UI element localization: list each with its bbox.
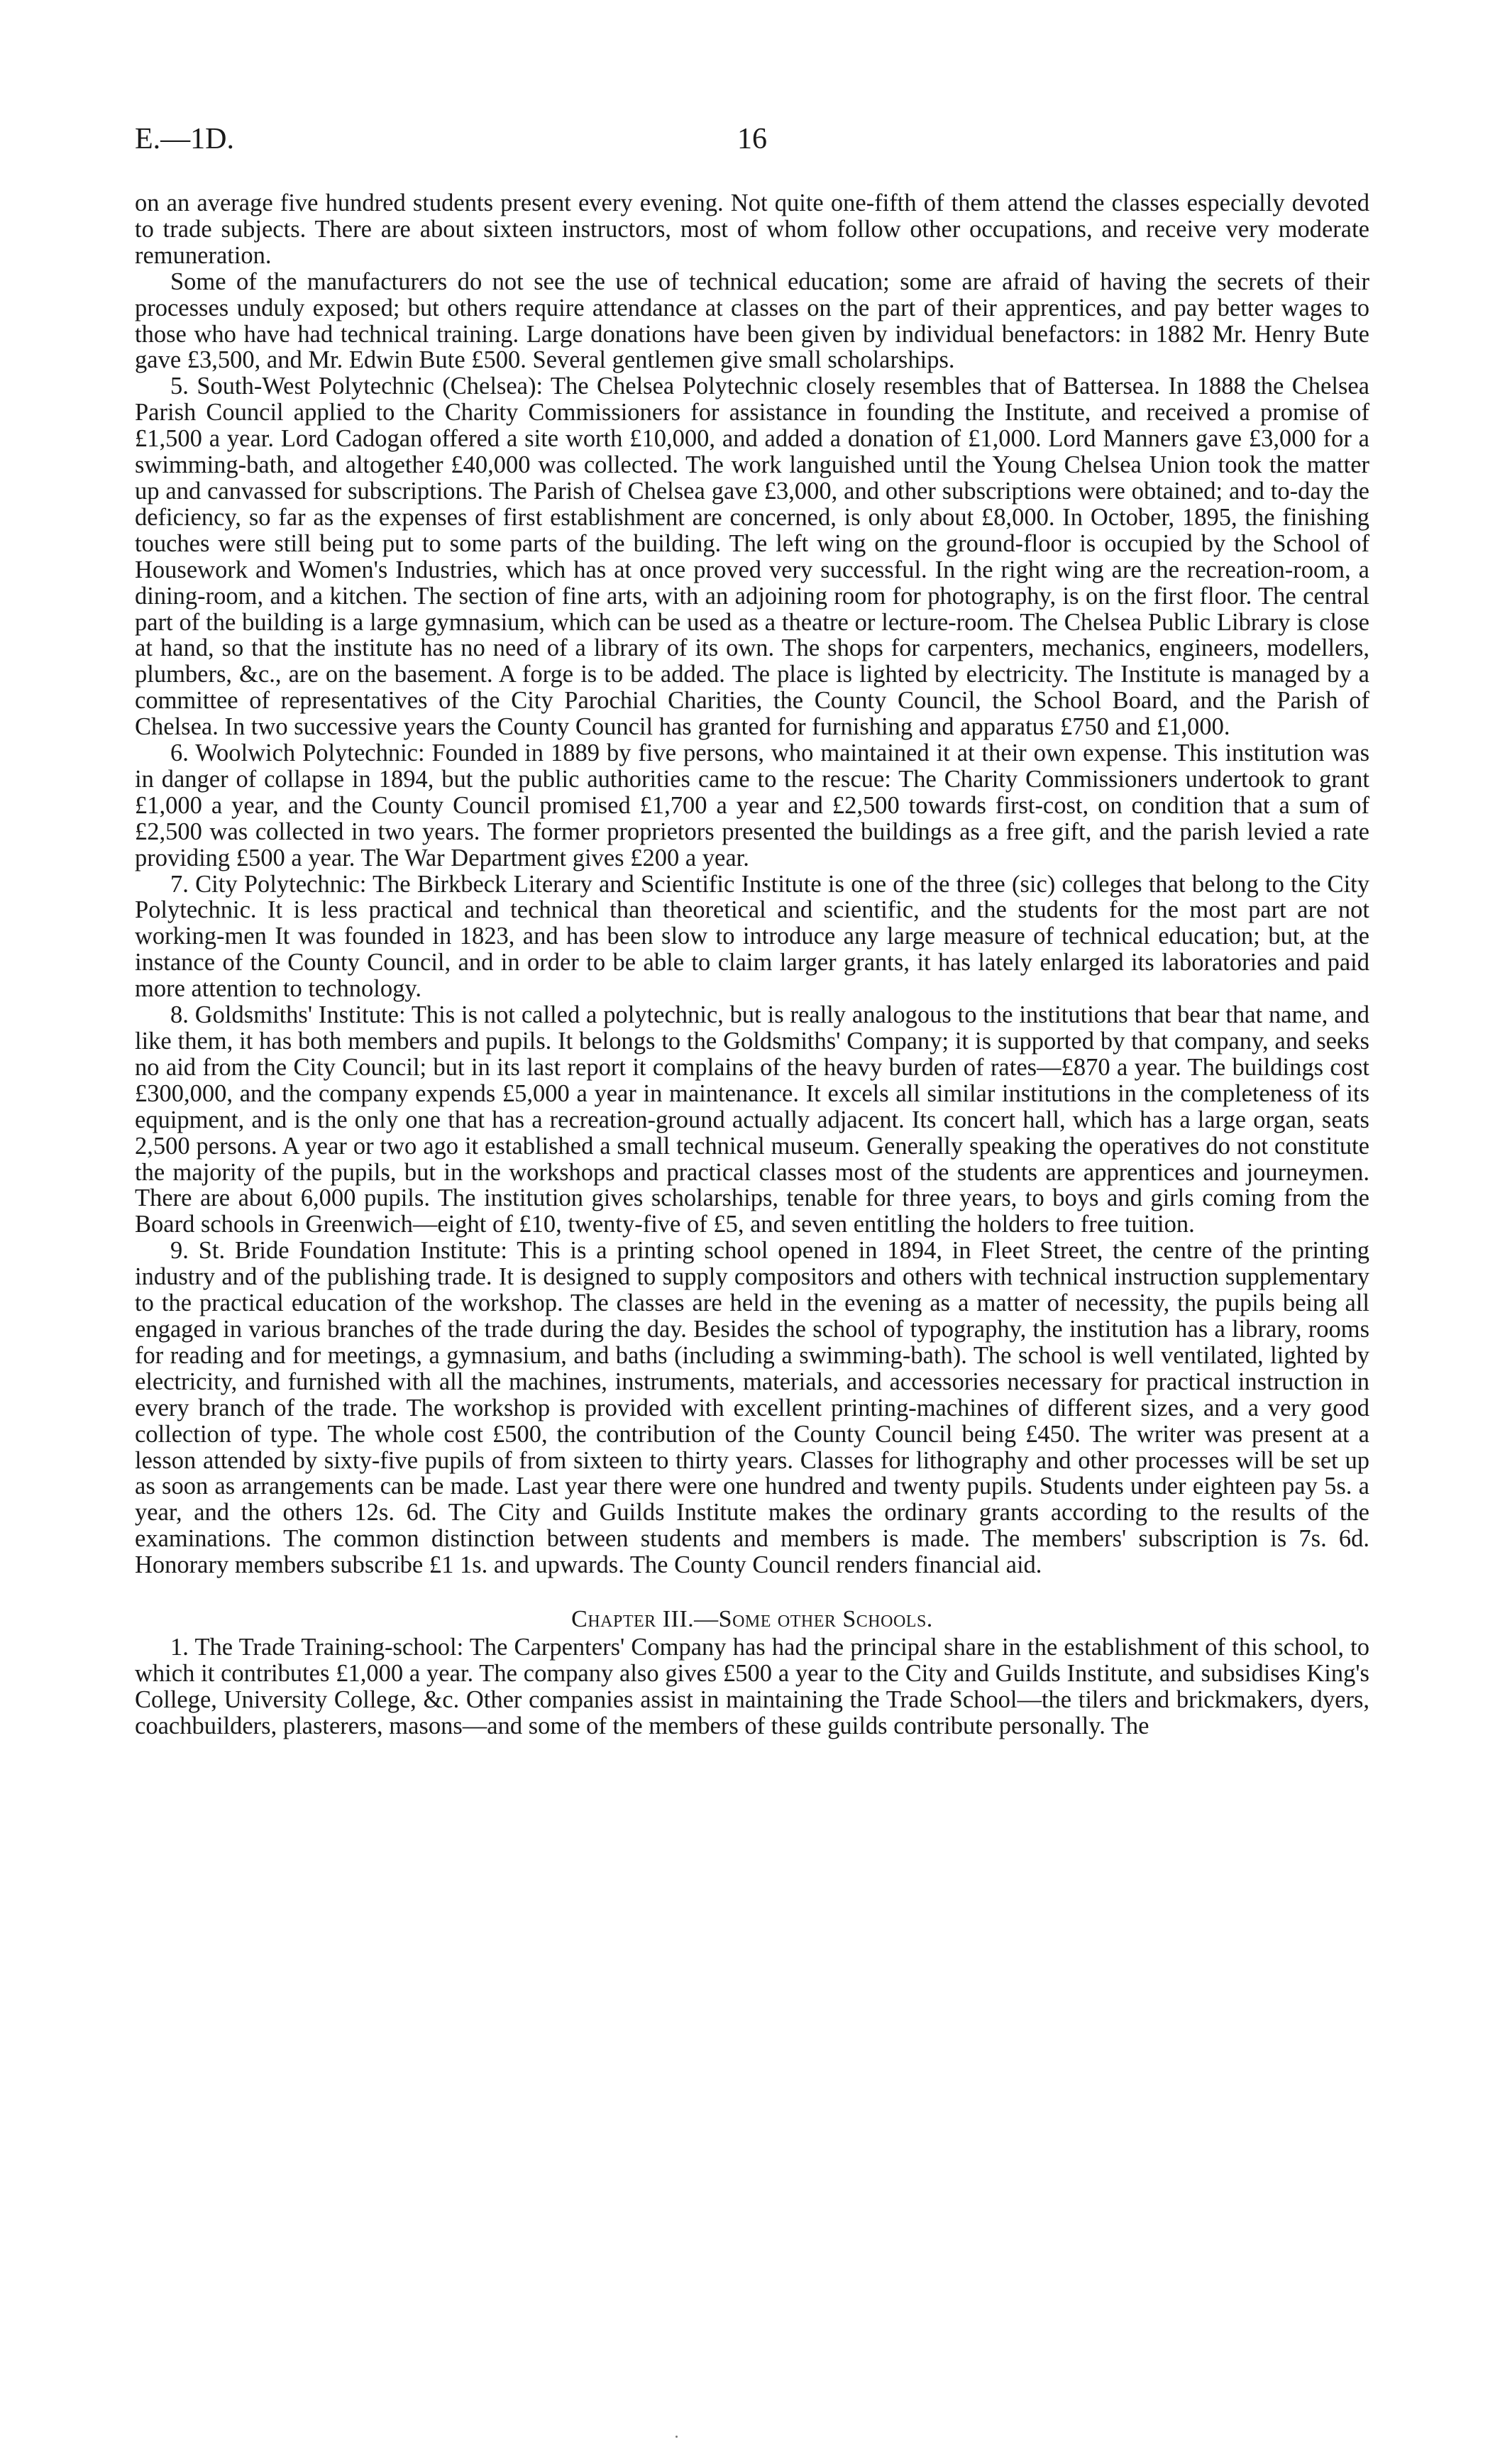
page-number: 16 (737, 123, 767, 155)
page-speck (675, 2436, 678, 2438)
page-header (135, 122, 1369, 165)
paragraph-trade-training-school: 1. The Trade Training-school: The Carpenters' Company has had the principal share in the establishment of this school, to which it contributes £1,000 a year. The company also gives £500 a year to the City and Guilds Institute, and subsidises King's College, University College, &c. Other companies assist in maintaining the Trade School—the tilers and brickmakers, dyers, coachbuilders, plasterers, masons—and some of the members of these guilds contribute personally. The (135, 1633, 1369, 1739)
paragraph-city-polytechnic: 7. City Polytechnic: The Birkbeck Literary and Scientific Institute is one of the three (sic) colleges that belong to the City Polytechnic. It is less practical and technical than theoretical and scientific, and the students for the most part are not working-men It was founded in 1823, and has been slow to introduce any large measure of technical education; but, at the instance of the County Council, and in order to be able to claim larger grants, it has lately enlarged its laboratories and paid more attention to technology. (135, 870, 1369, 1003)
document-reference: E.—1D. (135, 123, 234, 155)
paragraph-chelsea-polytechnic: 5. South-West Polytechnic (Chelsea): The Chelsea Polytechnic closely resembles that of Battersea. In 1888 the Chelsea Parish Council applied to the Charity Commissioners for assistance in founding the Institute, and received a promise of £1,500 a year. Lord Cadogan offered a site worth £10,000, and added a donation of £1,000. Lord Manners gave £3,000 for a swimming-bath, and altogether £40,000 was collected. The work languished until the Young Chelsea Union took the matter up and canvassed for subscriptions. The Parish of Chelsea gave £3,000, and other subscriptions were obtained; and to-day the deficiency, so far as the expenses of first establishment are concerned, is only about £8,000. In October, 1895, the finishing touches were still being put to some parts of the building. The left wing on the ground-floor is occupied by the School of Housework and Women's Industries, which has at once proved very successful. In the right wing are the recreation-room, a dining-room, and a kitchen. The section of fine arts, with an adjoining room for photography, is on the first floor. The central part of the building is a large gymnasium, which can be used as a theatre or lecture-room. The Chelsea Public Library is close at hand, so that the institute has no need of a library of its own. The shops for carpenters, mechanics, engineers, modellers, plumbers, &c., are on the basement. A forge is to be added. The place is lighted by electricity. The Institute is managed by a committee of representatives of the City Parochial Charities, the County Council, the School Board, and the Parish of Chelsea. In two successive years the County Council has granted for furnishing and apparatus £750 and £1,000. (135, 373, 1369, 741)
paragraph-continuation: on an average five hundred students present every evening. Not quite one-fifth of them attend the classes especially devoted to trade subjects. There are about sixteen instructors, most of whom follow other occupations, and receive very moderate remuneration. (135, 189, 1369, 269)
body-text (135, 190, 1369, 1739)
paragraph-woolwich-polytechnic: 6. Woolwich Polytechnic: Founded in 1889 by five persons, who maintained it at their own expense. This institution was in danger of collapse in 1894, but the public authorities came to the rescue: The Charity Commissioners undertook to grant £1,000 a year, and the County Council promised £1,700 a year and £2,500 towards first-cost, on condition that a sum of £2,500 was collected in two years. The former proprietors presented the buildings as a free gift, and the parish levied a rate providing £500 a year. The War Department gives £200 a year. (135, 739, 1369, 871)
chapter-heading: Chapter III.—Some other Schools. (571, 1606, 933, 1633)
paragraph-goldsmiths-institute: 8. Goldsmiths' Institute: This is not called a polytechnic, but is really analogous to the institutions that bear that name, and like them, it has both members and pupils. It belongs to the Goldsmiths' Company; it is supported by that company, and seeks no aid from the City Council; but in its last report it complains of the heavy burden of rates—£870 a year. The buildings cost £300,000, and the company expends £5,000 a year in maintenance. It excels all similar institutions in the completeness of its equipment, and is the only one that has a recreation-ground actually adjacent. Its concert hall, which has a large organ, seats 2,500 persons. A year or two ago it established a small technical museum. Generally speaking the operatives do not constitute the majority of the pupils, but in the workshops and practical classes most of the students are apprentices and journeymen. There are about 6,000 pupils. The institution gives scholarships, tenable for three years, to boys and girls coming from the Board schools in Greenwich—eight of £10, twenty-five of £5, and seven entitling the holders to free tuition. (135, 1001, 1369, 1238)
paragraph-st-bride-institute: 9. St. Bride Foundation Institute: This is a printing school opened in 1894, in Fleet Street, the centre of the printing industry and of the publishing trade. It is designed to supply compositors and others with technical instruction supplementary to the practical education of the workshop. The classes are held in the evening as a matter of necessity, the pupils being all engaged in various branches of the trade during the day. Besides the school of typography, the institution has a library, rooms for reading and for meetings, a gymnasium, and baths (including a swimming-bath). The school is well ventilated, lighted by electricity, and furnished with all the machines, instruments, materials, and accessories necessary for practical instruction in every branch of the trade. The workshop is provided with excellent printing-machines of different sizes, and a very good collection of type. The whole cost £500, the contribution of the County Council being £450. The writer was present at a lesson attended by sixty-five pupils of from sixteen to thirty years. Classes for lithography and other processes will be set up as soon as arrangements can be made. Last year there were one hundred and twenty pupils. Students under eighteen pay 5s. a year, and the others 12s. 6d. The City and Guilds Institute makes the ordinary grants according to the results of the examinations. The common distinction between students and members is made. The members' subscription is 7s. 6d. Honorary members subscribe £1 1s. and upwards. The County Council renders financial aid. (135, 1237, 1369, 1579)
paragraph-manufacturers: Some of the manufacturers do not see the use of technical education; some are afraid of having the secrets of their processes unduly exposed; but others require attendance at classes on the part of their apprentices, and pay better wages to those who have had technical training. Large donations have been given by individual benefactors: in 1882 Mr. Henry Bute gave £3,500, and Mr. Edwin Bute £500. Several gentlemen give small scholarships. (135, 268, 1369, 374)
